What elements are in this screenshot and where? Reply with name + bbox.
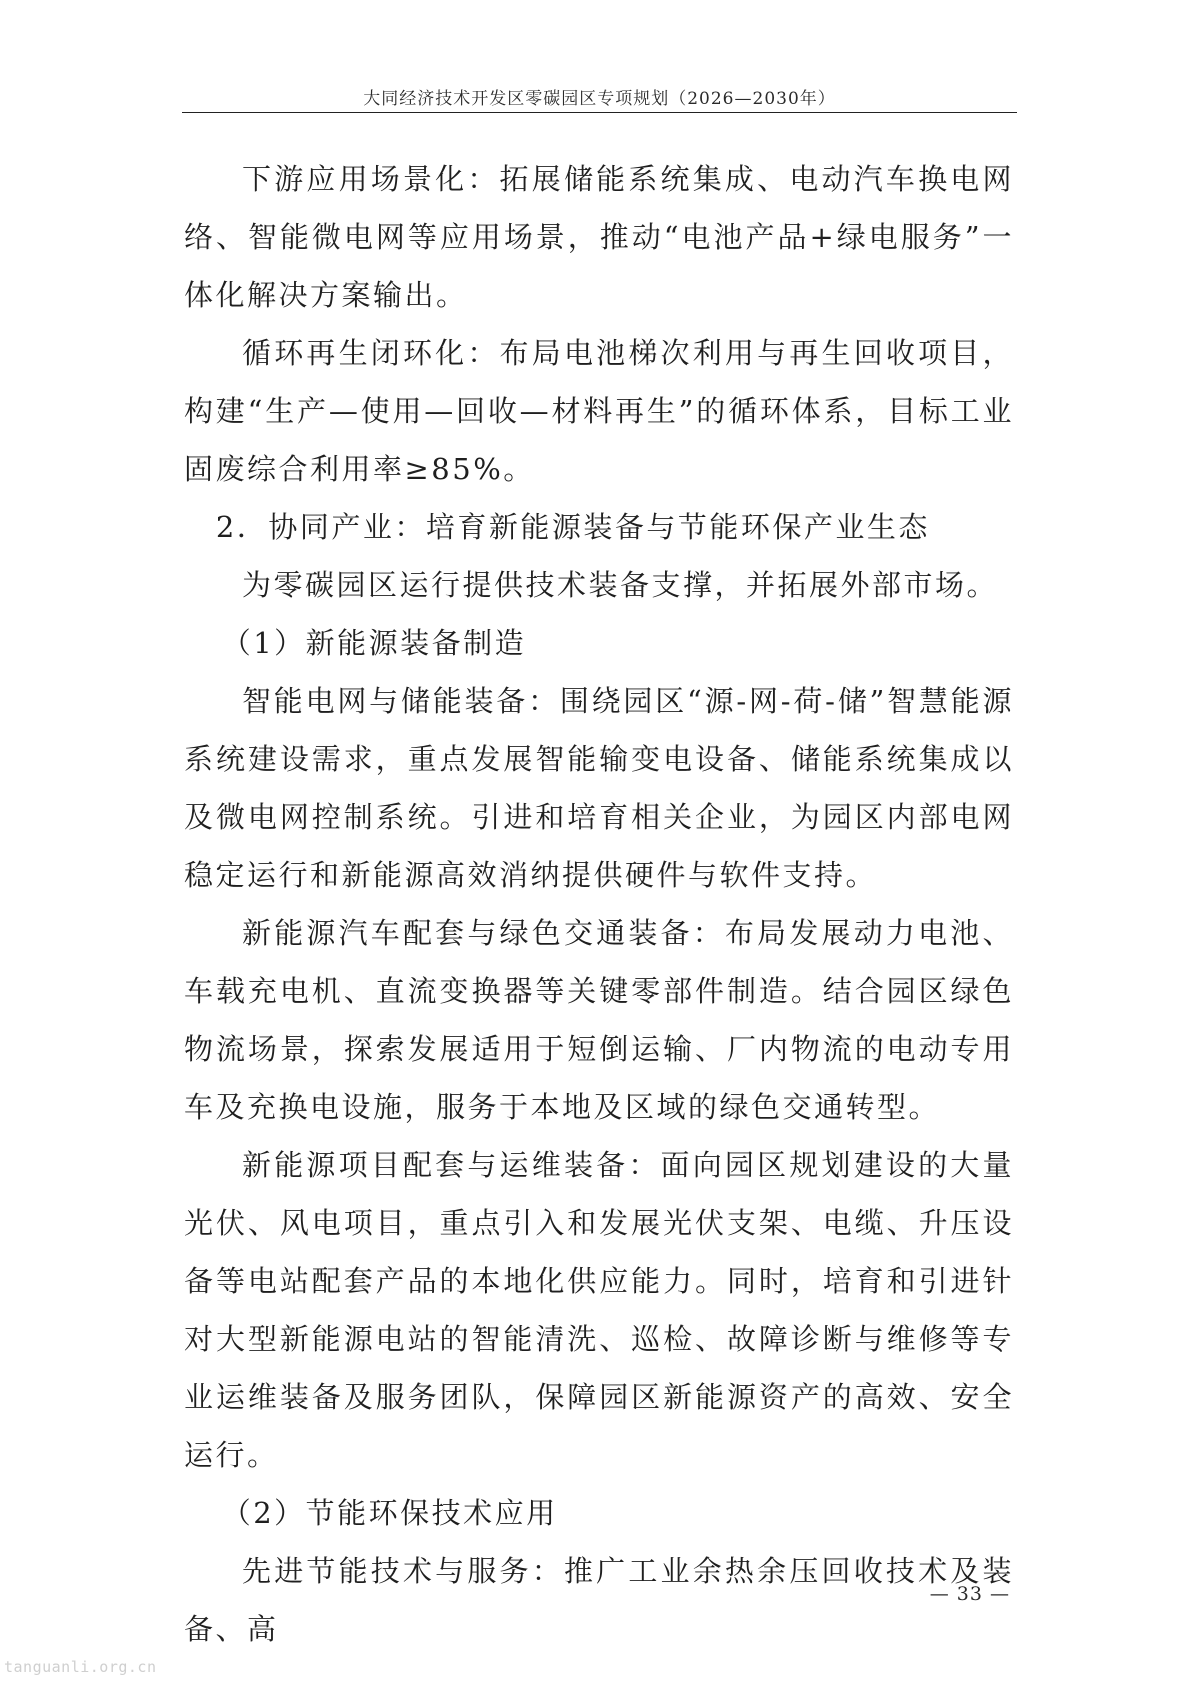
paragraph-project-om-equipment: 新能源项目配套与运维装备：面向园区规划建设的大量光伏、风电项目，重点引入和发展光伏支架、电缆、升压设备等电站配套产品的本地化供应能力。同时，培育和引进针对大型新能源电站的智能清洗、巡检、故障诊断与维修等专业运维装备及服务团队，保障园区新能源资产的高效、安全运行。 [184,1148,1014,1472]
paragraph-nev-green-transport: 新能源汽车配套与绿色交通装备：布局发展动力电池、车载充电机、直流变换器等关键零部件制造。结合园区绿色物流场景，探索发展适用于短倒运输、厂内物流的电动专用车及充换电设施，服务于本地及区域的绿色交通转型。 [184,916,1014,1124]
section-heading-synergy-industry: 2．协同产业：培育新能源装备与节能环保产业生态 [215,510,930,544]
paragraph-synergy-intro: 为零碳园区运行提供技术装备支撑，并拓展外部市场。 [242,568,999,602]
paragraph-smart-grid-storage: 智能电网与储能装备：围绕园区“源-网-荷-储”智慧能源系统建设需求，重点发展智能输变电设备、储能系统集成以及微电网控制系统。引进和培育相关企业，为园区内部电网稳定运行和新能源高效消纳提供硬件与软件支持。 [184,684,1014,892]
running-header: 大同经济技术开发区零碳园区专项规划（2026—2030年） [363,89,836,109]
paragraph-downstream-applications: 下游应用场景化：拓展储能系统集成、电动汽车换电网络、智能微电网等应用场景，推动“电池产品+绿电服务”一体化解决方案输出。 [184,162,1014,312]
header-divider [182,112,1017,113]
paragraph-energy-saving-services: 先进节能技术与服务：推广工业余热余压回收技术及装备、高 [184,1554,1014,1646]
subsection-heading-equipment-manufacturing: （1）新能源装备制造 [221,626,527,660]
paragraph-circular-recycling: 循环再生闭环化：布局电池梯次利用与再生回收项目，构建“生产—使用—回收—材料再生”的循环体系，目标工业固废综合利用率≥85%。 [184,336,1014,486]
source-watermark: tanguanli.org.cn [4,1658,157,1676]
subsection-heading-energy-saving: （2）节能环保技术应用 [221,1496,558,1530]
document-body [184,150,1014,1658]
page-number: — 33 — [929,1583,1010,1605]
